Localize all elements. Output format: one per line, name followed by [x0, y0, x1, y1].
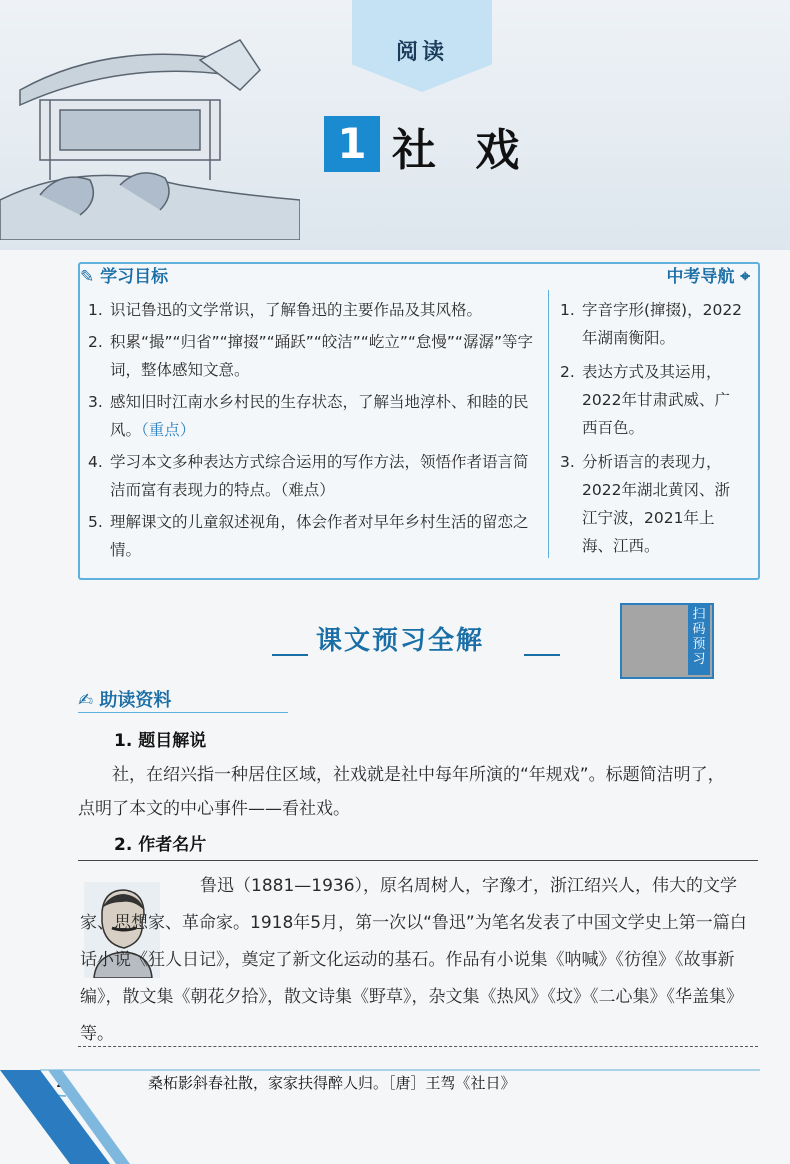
- pencil-icon: ✎: [80, 267, 95, 287]
- location-pin-icon: ⌖: [740, 267, 750, 287]
- objective-item: [88, 296, 538, 324]
- objective-note: （难点）: [280, 481, 335, 499]
- exam-nav-text: 表达方式及其运用，2022年甘肃武威、广西百色。: [582, 363, 730, 437]
- objectives-heading: [80, 262, 168, 287]
- objective-number: 1.: [88, 301, 103, 319]
- objective-item: [88, 508, 538, 564]
- lesson-title: 社 戏: [392, 125, 532, 176]
- exam-nav-list: [560, 296, 744, 566]
- corner-decoration: [0, 1070, 130, 1164]
- title-explain-text: 社，在绍兴指一种居住区域，社戏就是社中每年所演的“年规戏”。标题简洁明了，点明了本文的中心事件——看社戏。: [78, 765, 725, 819]
- objective-item: [88, 328, 538, 384]
- exam-nav-item: [560, 358, 744, 442]
- author-card-bottom-rule: [78, 1046, 758, 1048]
- exam-nav-heading: [667, 262, 751, 287]
- objective-number: 2.: [88, 333, 103, 351]
- objectives-heading-text: 学习目标: [100, 267, 169, 287]
- lesson-number-badge: 1: [324, 116, 380, 172]
- objective-number: 3.: [88, 393, 103, 411]
- author-card-top-rule: [78, 860, 758, 861]
- reading-aid-heading-text: 助读资料: [99, 690, 172, 711]
- objective-item: [88, 388, 538, 444]
- objective-text: 学习本文多种表达方式综合运用的写作方法，领悟作者语言简洁而富有表现力的特点。: [110, 453, 529, 499]
- stage-illustration: [0, 0, 300, 240]
- objective-number: 4.: [88, 453, 103, 471]
- reading-aid-underline: [78, 712, 288, 713]
- objective-text: 理解课文的儿童叙述视角，体会作者对早年乡村生活的留恋之情。: [110, 513, 529, 559]
- edit-icon: ✍: [78, 690, 94, 711]
- title-explain-heading: 1. 题目解说: [114, 731, 207, 751]
- author-bio-text: 鲁迅（1881—1936），原名周树人，字豫才，浙江绍兴人，伟大的文学家、思想家、革命家。1918年5月，第一次以“鲁迅”为笔名发表了中国文学史上第一篇白话小说《狂人日记》，奠定了新文化运动的基石。作品有小说集《呐喊》《彷徨》《故事新编》，散文集《朝花夕拾》，散文诗集《野草》，杂文集《热风》《坟》《二心集》《华盖集》等。: [80, 876, 747, 1044]
- exam-nav-heading-text: 中考导航: [666, 267, 735, 287]
- preview-section-title: 课文预习全解: [316, 626, 485, 656]
- exam-nav-text: 字音字形(撺掇)，2022年湖南衡阳。: [582, 301, 743, 347]
- section-title-rule-right: [524, 654, 560, 656]
- objective-text: 感知旧时江南水乡村民的生存状态，了解当地淳朴、和睦的民风。: [110, 393, 529, 439]
- author-card-heading: 2. 作者名片: [114, 835, 207, 855]
- exam-nav-text: 分析语言的表现力，2022年湖北黄冈、浙江宁波，2021年上海、江西。: [582, 453, 730, 555]
- objective-item: [88, 448, 538, 504]
- exam-nav-item: [560, 296, 744, 352]
- exam-nav-number: 1.: [560, 301, 575, 319]
- reading-aid-heading: [78, 686, 171, 712]
- objective-number: 5.: [88, 513, 103, 531]
- objective-text: 识记鲁迅的文学常识，了解鲁迅的主要作品及其风格。: [110, 301, 483, 319]
- section-title-rule-left: [272, 654, 308, 656]
- exam-nav-item: [560, 448, 744, 560]
- exam-nav-number: 3.: [560, 453, 575, 471]
- qr-label[interactable]: 扫码预习: [688, 603, 710, 675]
- exam-nav-number: 2.: [560, 363, 575, 381]
- footer-quote: 桑柘影斜春社散，家家扶得醉人归。［唐］王驾《社日》: [148, 1074, 516, 1092]
- author-bio: [80, 868, 752, 1053]
- objectives-list: [88, 296, 538, 568]
- objective-text: 积累“撮”“归省”“撺掇”“踊跃”“皎洁”“屹立”“怠慢”“潺潺”等字词，整体感知文意。: [110, 333, 533, 379]
- panel-divider: [548, 290, 549, 558]
- objective-note: （重点）: [141, 421, 196, 439]
- section-label: 阅读: [395, 40, 448, 65]
